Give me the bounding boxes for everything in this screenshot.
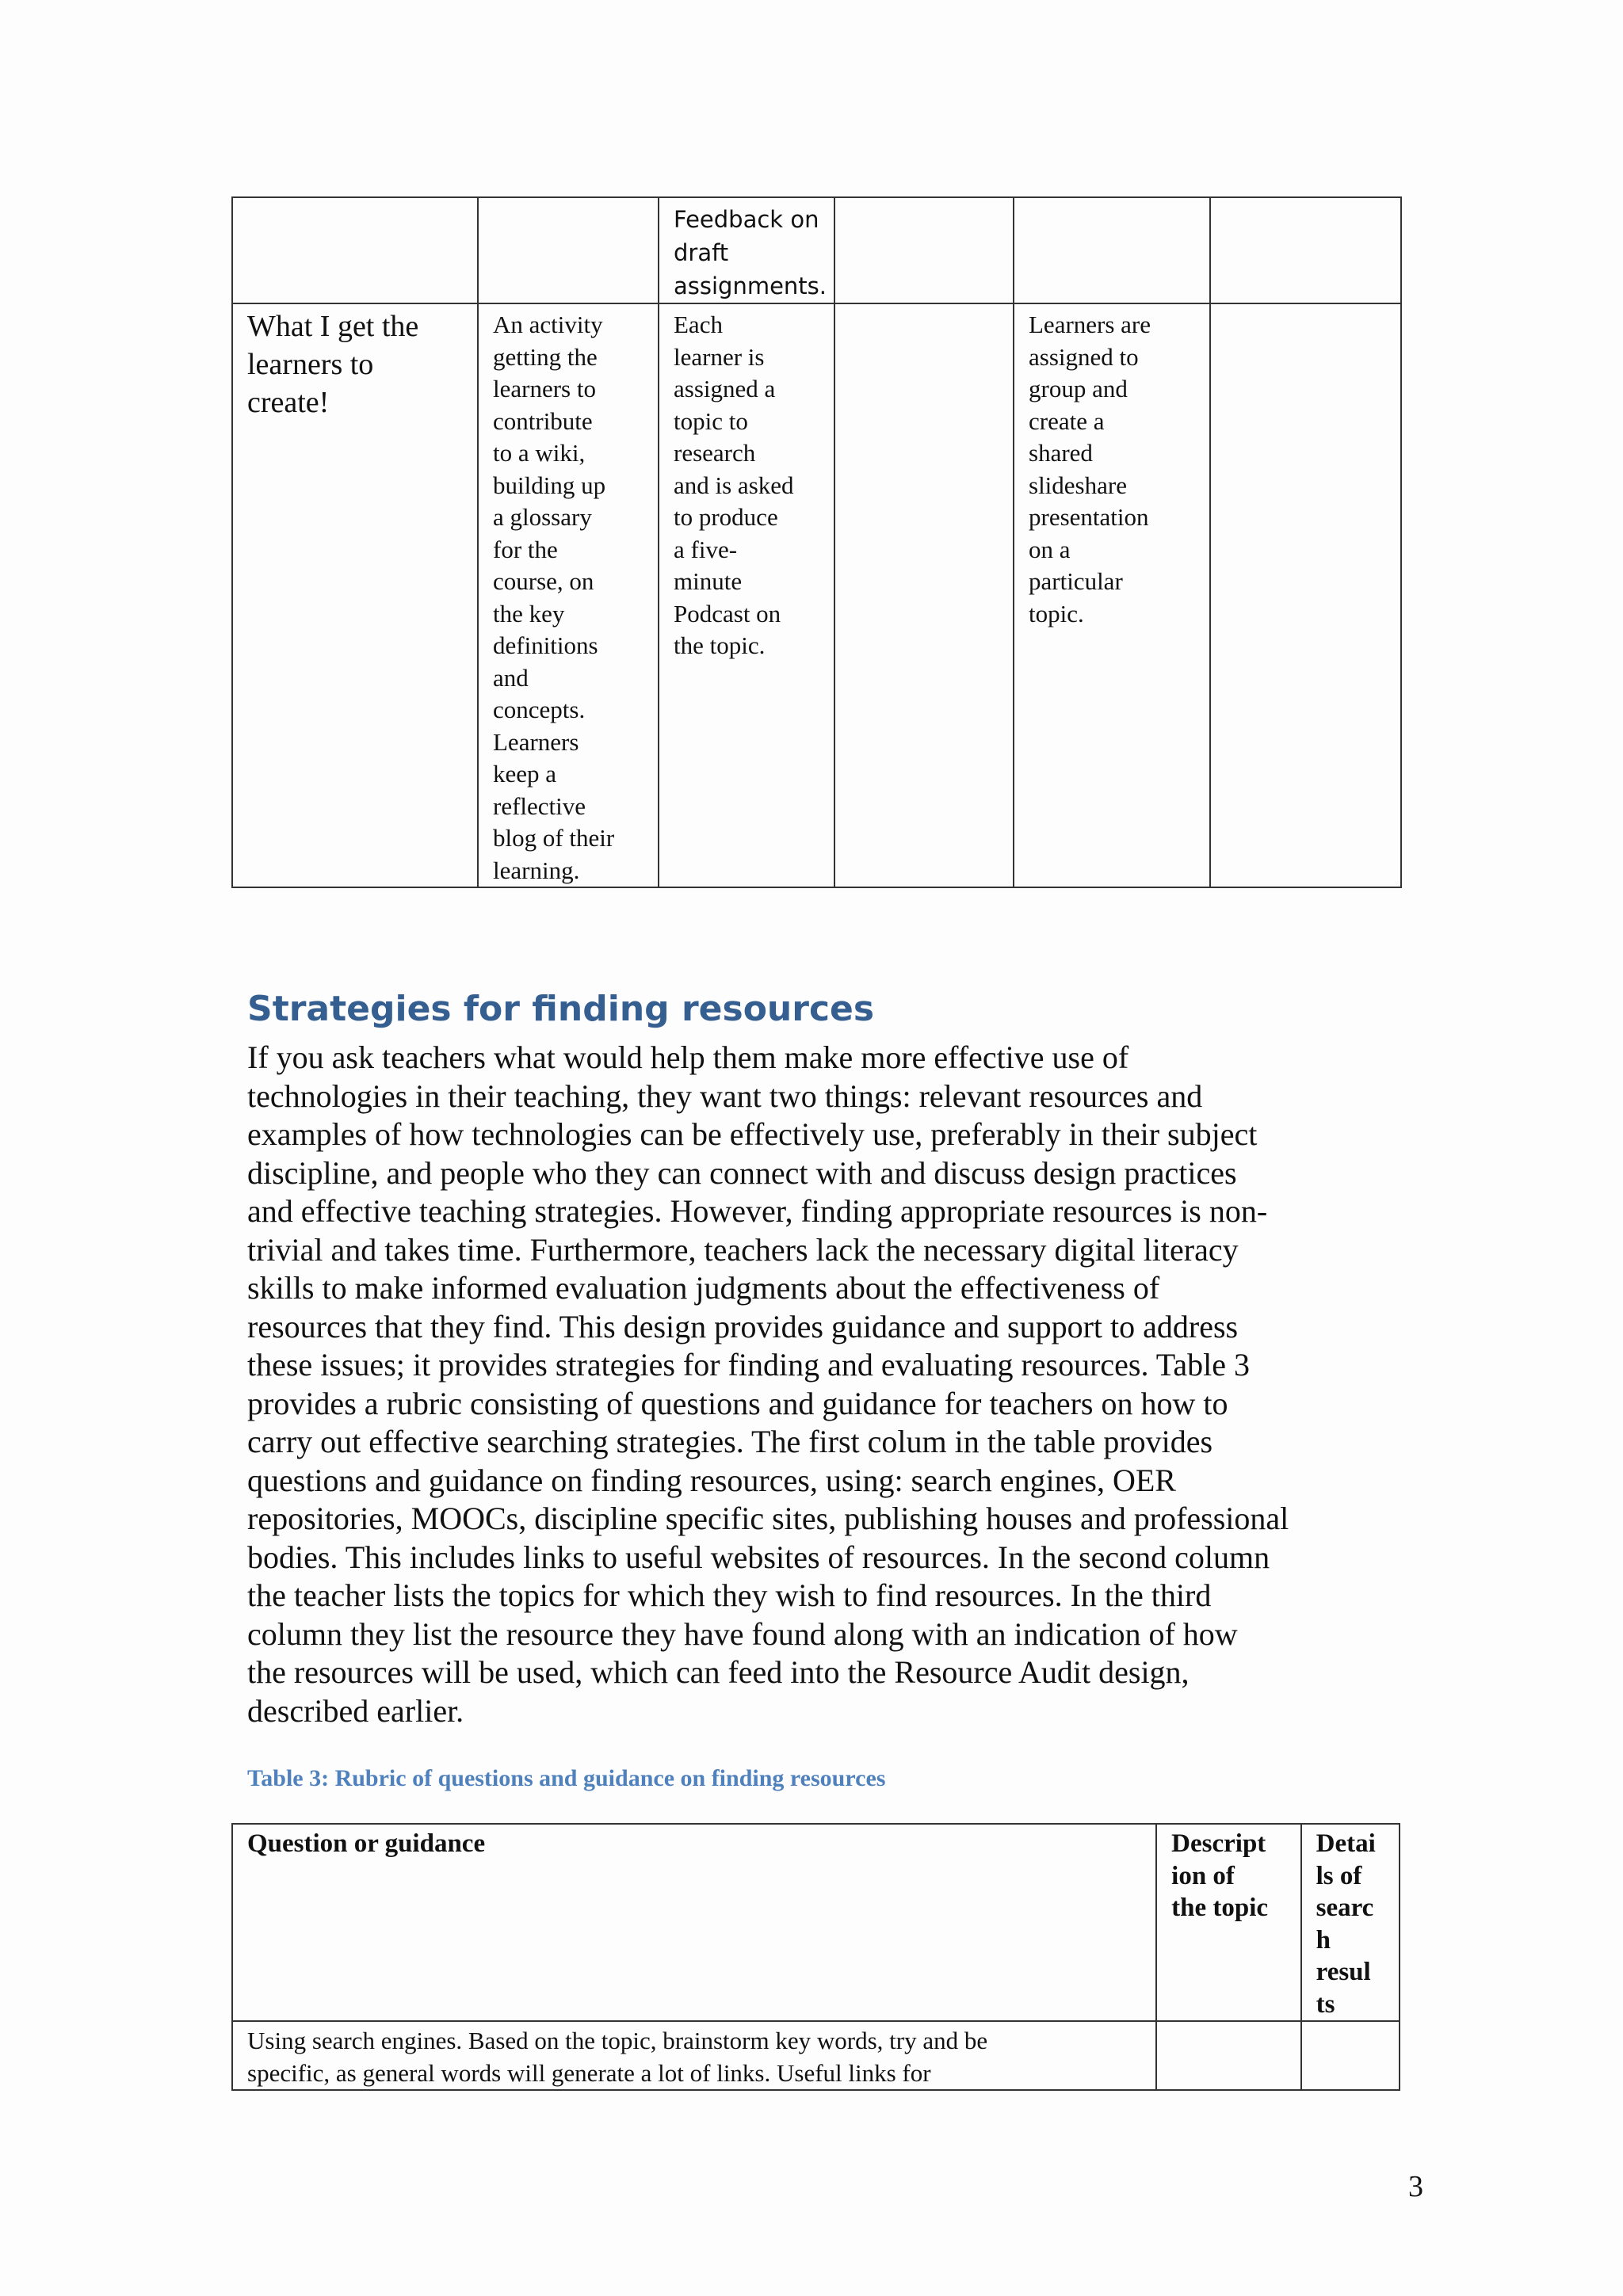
table-cell <box>478 197 659 303</box>
table-cell: Learners are assigned to group and create a shared slideshare presentation on a particular topic. <box>1014 303 1210 887</box>
paragraph-line: and effective teaching strategies. However, finding appropriate resources is non- <box>247 1193 1268 1229</box>
table-cell: Each learner is assigned a topic to research and is asked to produce a five- minute Podcast on the topic. <box>659 303 834 887</box>
paragraph-line: carry out effective searching strategies. The first colum in the table provides <box>247 1424 1213 1459</box>
paragraph-line: provides a rubric consisting of questions and guidance for teachers on how to <box>247 1385 1228 1421</box>
body-paragraph <box>247 1039 1416 1730</box>
paragraph-line: examples of how technologies can be effectively use, preferably in their subject <box>247 1116 1258 1152</box>
paragraph-line: column they list the resource they have found along with an indication of how <box>247 1615 1238 1652</box>
table-cell <box>834 303 1014 887</box>
learning-activities-table <box>231 196 1402 888</box>
rubric-table <box>231 1823 1400 2091</box>
paragraph-line: described earlier. <box>247 1692 464 1729</box>
table-row <box>232 303 1401 887</box>
table-cell: An activity getting the learners to contribute to a wiki, building up a glossary for the course, on the key definitions and concepts. Learners keep a reflective blog of their learning. <box>478 303 659 887</box>
paragraph-line: these issues; it provides strategies for finding and evaluating resources. Table 3 <box>247 1347 1251 1383</box>
paragraph-line: the teacher lists the topics for which they wish to find resources. In the third <box>247 1577 1212 1613</box>
table-cell <box>834 197 1014 303</box>
section-heading: Strategies for finding resources <box>247 989 875 1029</box>
table-cell <box>1301 2021 1400 2090</box>
table-row <box>232 2021 1400 2090</box>
table-caption: Table 3: Rubric of questions and guidance on finding resources <box>247 1765 886 1791</box>
column-header: Descript ion of the topic <box>1156 1824 1300 2021</box>
paragraph-line: resources that they find. This design provides guidance and support to address <box>247 1308 1239 1344</box>
paragraph-line: repositories, MOOCs, discipline specific sites, publishing houses and professional <box>247 1501 1289 1536</box>
table-cell <box>1210 303 1401 887</box>
page-number: 3 <box>1408 2170 1423 2203</box>
column-header: Question or guidance <box>232 1824 1156 2021</box>
paragraph-line: questions and guidance on finding resources, using: search engines, OER <box>247 1462 1176 1498</box>
paragraph-line: skills to make informed evaluation judgments about the effectiveness of <box>247 1270 1160 1306</box>
paragraph-line: the resources will be used, which can feed into the Resource Audit design, <box>247 1654 1190 1690</box>
row-label-cell: What I get the learners to create! <box>232 303 478 887</box>
paragraph-line: discipline, and people who they can connect with and discuss design practices <box>247 1154 1237 1191</box>
table-cell <box>1014 197 1210 303</box>
paragraph-line: If you ask teachers what would help them make more effective use of <box>247 1039 1129 1075</box>
table-cell <box>232 2021 1156 2090</box>
column-header: Detai ls of searc h resul ts <box>1301 1824 1400 2021</box>
table-cell <box>232 197 478 303</box>
paragraph-line: technologies in their teaching, they want two things: relevant resources and <box>247 1077 1203 1114</box>
table-row <box>232 197 1401 303</box>
cell-line: Using search engines. Based on the topic, brainstorm key words, try and be <box>247 2027 988 2054</box>
table-cell: Feedback on draft assignments. <box>659 197 834 303</box>
paragraph-line: bodies. This includes links to useful websites of resources. In the second column <box>247 1539 1270 1575</box>
table-cell <box>1156 2021 1300 2090</box>
table-header-row <box>232 1824 1400 2021</box>
paragraph-line: trivial and takes time. Furthermore, teachers lack the necessary digital literacy <box>247 1231 1239 1268</box>
table-cell <box>1210 197 1401 303</box>
cell-line: specific, as general words will generate a lot of links. Useful links for <box>247 2058 931 2087</box>
